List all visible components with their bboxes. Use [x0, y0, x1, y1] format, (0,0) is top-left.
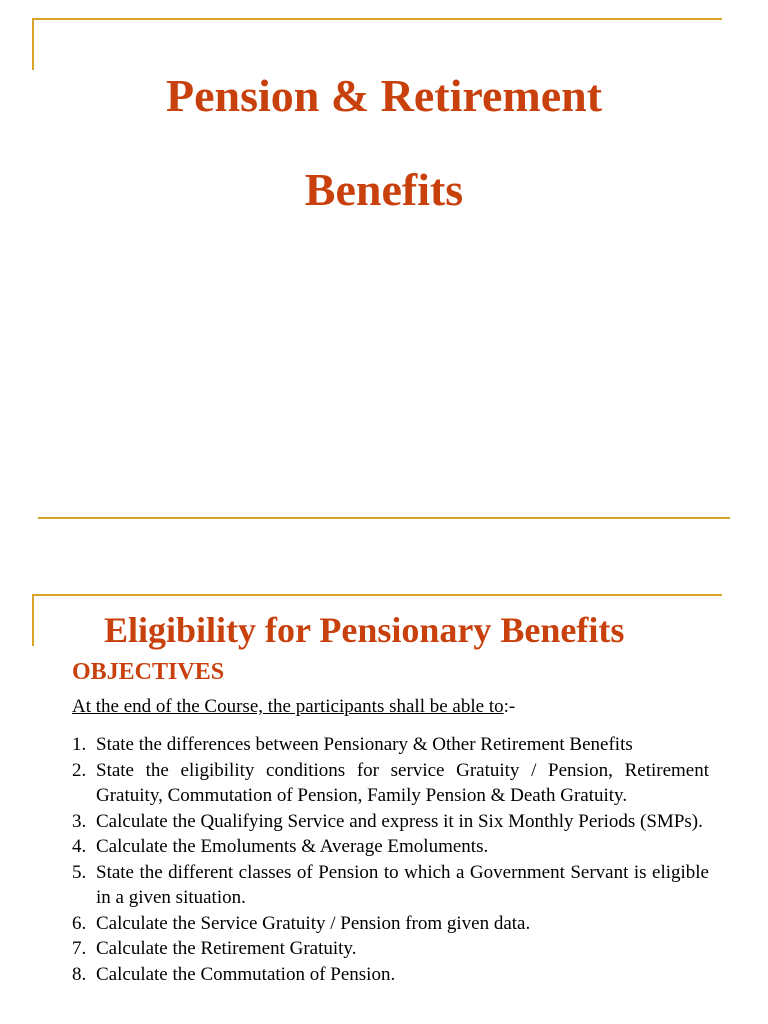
list-item: [72, 732, 709, 758]
list-item-number: 1.: [72, 734, 87, 755]
intro-sentence: [72, 695, 515, 719]
list-item-number: 3.: [72, 810, 87, 832]
list-item: [72, 962, 709, 988]
list-item-number: 5.: [72, 861, 87, 883]
slide2-left-rule: [32, 594, 34, 646]
slide2-title: Eligibility for Pensionary Benefits: [104, 610, 625, 650]
list-item: [72, 834, 709, 860]
cover-title-line1: Pension & Retirement: [165, 70, 603, 121]
intro-underlined-text: At the end of the Course, the participants shall be able to: [72, 696, 504, 717]
list-item-text: State the differences between Pensionary & Other Retirement Benefits: [96, 734, 633, 755]
slide1-top-rule: [32, 18, 722, 20]
list-item-text: Calculate the Retirement Gratuity.: [96, 938, 357, 959]
objectives-list: [72, 732, 709, 987]
list-item: [72, 758, 709, 809]
cover-title-line2: Benefits: [304, 164, 464, 215]
list-item-number: 2.: [72, 759, 87, 781]
list-item-text: State the different classes of Pension to which a Government Servant is eligible in a given situation.: [96, 861, 709, 908]
list-item-text: Calculate the Qualifying Service and express it in Six Monthly Periods (SMPs).: [96, 810, 703, 832]
list-item: [72, 936, 709, 962]
slide2-top-rule: [32, 594, 722, 596]
list-item: [72, 809, 709, 835]
objectives-heading: OBJECTIVES: [72, 659, 225, 685]
list-item-text: State the eligibility conditions for service Gratuity / Pension, Retirement Gratuity, Commutation of Pension, Family Pension & Death Gratuity.: [96, 759, 709, 806]
list-item-text: Calculate the Commutation of Pension.: [96, 963, 396, 985]
intro-suffix: :-: [503, 696, 516, 717]
list-item-text: Calculate the Service Gratuity / Pension from given data.: [96, 912, 531, 934]
list-item: [72, 860, 709, 911]
list-item-number: 7.: [72, 938, 87, 959]
list-item: [72, 911, 709, 937]
list-item-text: Calculate the Emoluments & Average Emoluments.: [96, 836, 489, 857]
slide1-left-rule: [32, 18, 34, 70]
list-item-number: 4.: [72, 836, 87, 857]
list-item-number: 6.: [72, 912, 87, 934]
list-item-number: 8.: [72, 963, 87, 985]
slide-divider: [38, 517, 730, 519]
